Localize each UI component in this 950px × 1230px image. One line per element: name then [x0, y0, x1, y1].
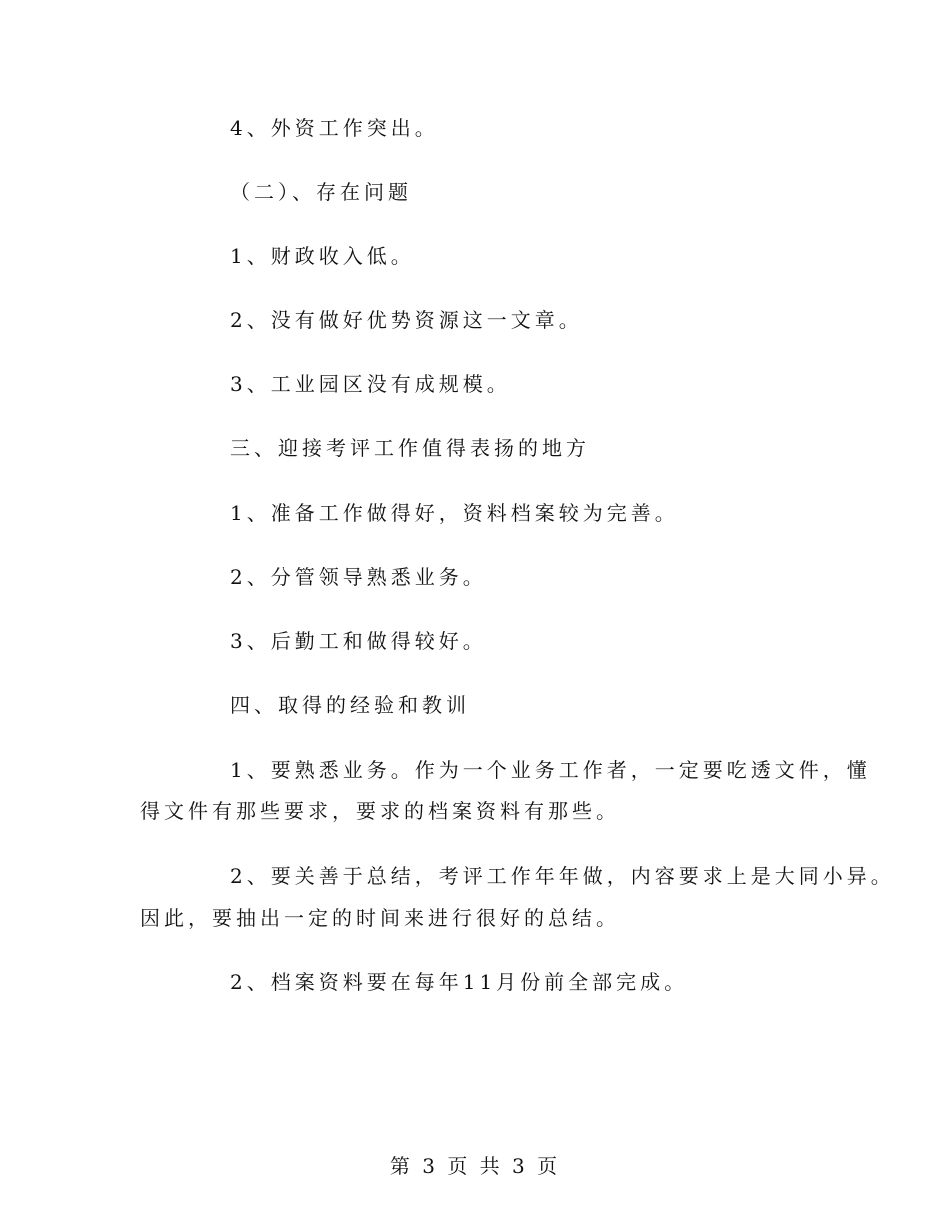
list-item-logistics: 3、后勤工和做得较好。 — [230, 629, 487, 653]
subheading-existing-problems: （二）、存在问题 — [230, 180, 412, 204]
paragraph-1-line-2: 得文件有那些要求，要求的档案资料有那些。 — [140, 799, 620, 823]
list-item-leadership: 2、分管领导熟悉业务。 — [230, 565, 487, 589]
paragraph-2-line-1: 2、要关善于总结，考评工作年年做，内容要求上是大同小异。 — [230, 864, 895, 888]
paragraph-1-line-1: 1、要熟悉业务。作为一个业务工作者，一定要吃透文件，懂 — [230, 758, 871, 782]
heading-section-3: 三、迎接考评工作值得表扬的地方 — [230, 436, 590, 460]
list-item-preparation: 1、准备工作做得好，资料档案较为完善。 — [230, 501, 679, 525]
paragraph-2-line-2: 因此，要抽出一定的时间来进行很好的总结。 — [140, 906, 620, 930]
list-item-foreign-investment: 4、外资工作突出。 — [230, 116, 439, 140]
page-number-footer: 第 3 页 共 3 页 — [389, 1154, 561, 1178]
list-item-industrial-park: 3、工业园区没有成规模。 — [230, 372, 511, 396]
heading-section-4: 四、取得的经验和教训 — [230, 693, 470, 717]
list-item-resource-advantage: 2、没有做好优势资源这一文章。 — [230, 308, 583, 332]
list-item-low-revenue: 1、财政收入低。 — [230, 244, 415, 268]
paragraph-3-line-1: 2、档案资料要在每年11月份前全部完成。 — [230, 970, 689, 994]
